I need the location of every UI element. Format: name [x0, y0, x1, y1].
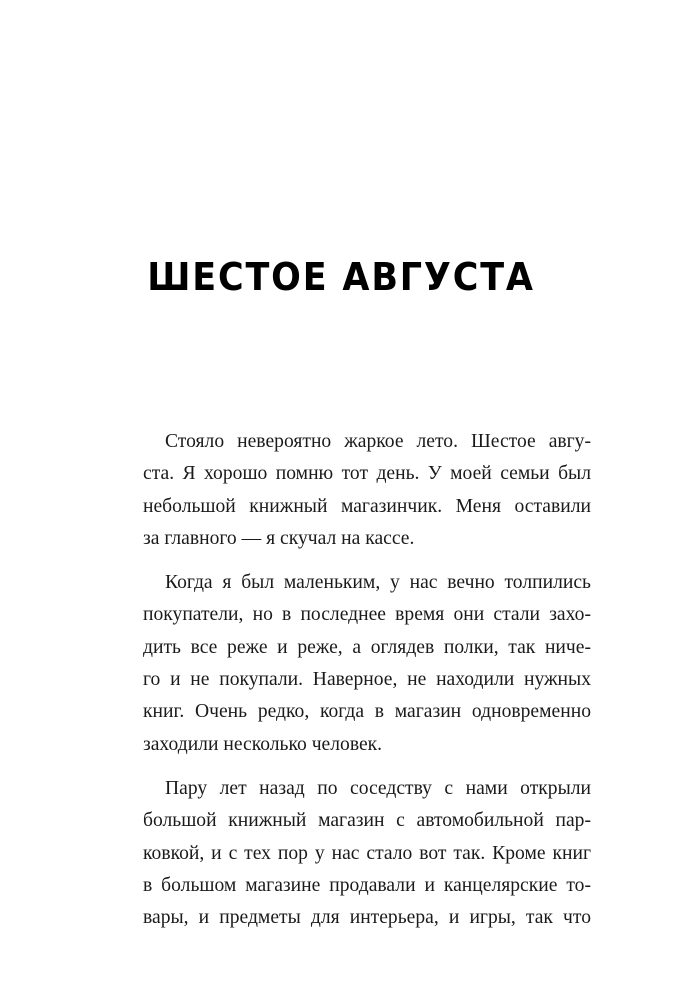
- text-line: дить все реже и реже, а оглядев полки, так ниче-: [143, 636, 591, 658]
- text-line: Когда я был маленьким, у нас вечно толпились: [165, 572, 591, 594]
- paragraph-2: [143, 567, 591, 761]
- chapter-body: [143, 426, 591, 946]
- text-line: за главного — я скучал на кассе.: [143, 527, 415, 549]
- text-line: ковкой, и с тех пор у нас стало вот так. Кроме книг: [143, 842, 591, 864]
- text-line: го и не покупали. Наверное, не находили нужных: [143, 669, 591, 691]
- paragraph-3: [143, 773, 591, 934]
- text-line: Стояло невероятно жаркое лето. Шестое авгу-: [165, 431, 591, 452]
- text-line: небольшой книжный магазинчик. Меня оставили: [143, 495, 591, 517]
- text-line: Пару лет назад по соседству с нами открыли: [165, 777, 591, 799]
- text-line: ста. Я хорошо помню тот день. У моей семьи был: [143, 463, 591, 485]
- text-line: вары, и предметы для интерьера, и игры, так что: [143, 907, 591, 929]
- text-line: большой книжный магазин с автомобильной пар-: [143, 810, 591, 832]
- text-line: покупатели, но в последнее время они стали захо-: [143, 604, 591, 626]
- text-line: в большом магазине продавали и канцелярские то-: [143, 874, 591, 896]
- text-line: книг. Очень редко, когда в магазин одновременно: [143, 701, 591, 723]
- paragraph-1: [143, 426, 591, 555]
- text-line: заходили несколько человек.: [143, 733, 383, 755]
- chapter-title: ШЕСТОЕ АВГУСТА: [147, 255, 535, 299]
